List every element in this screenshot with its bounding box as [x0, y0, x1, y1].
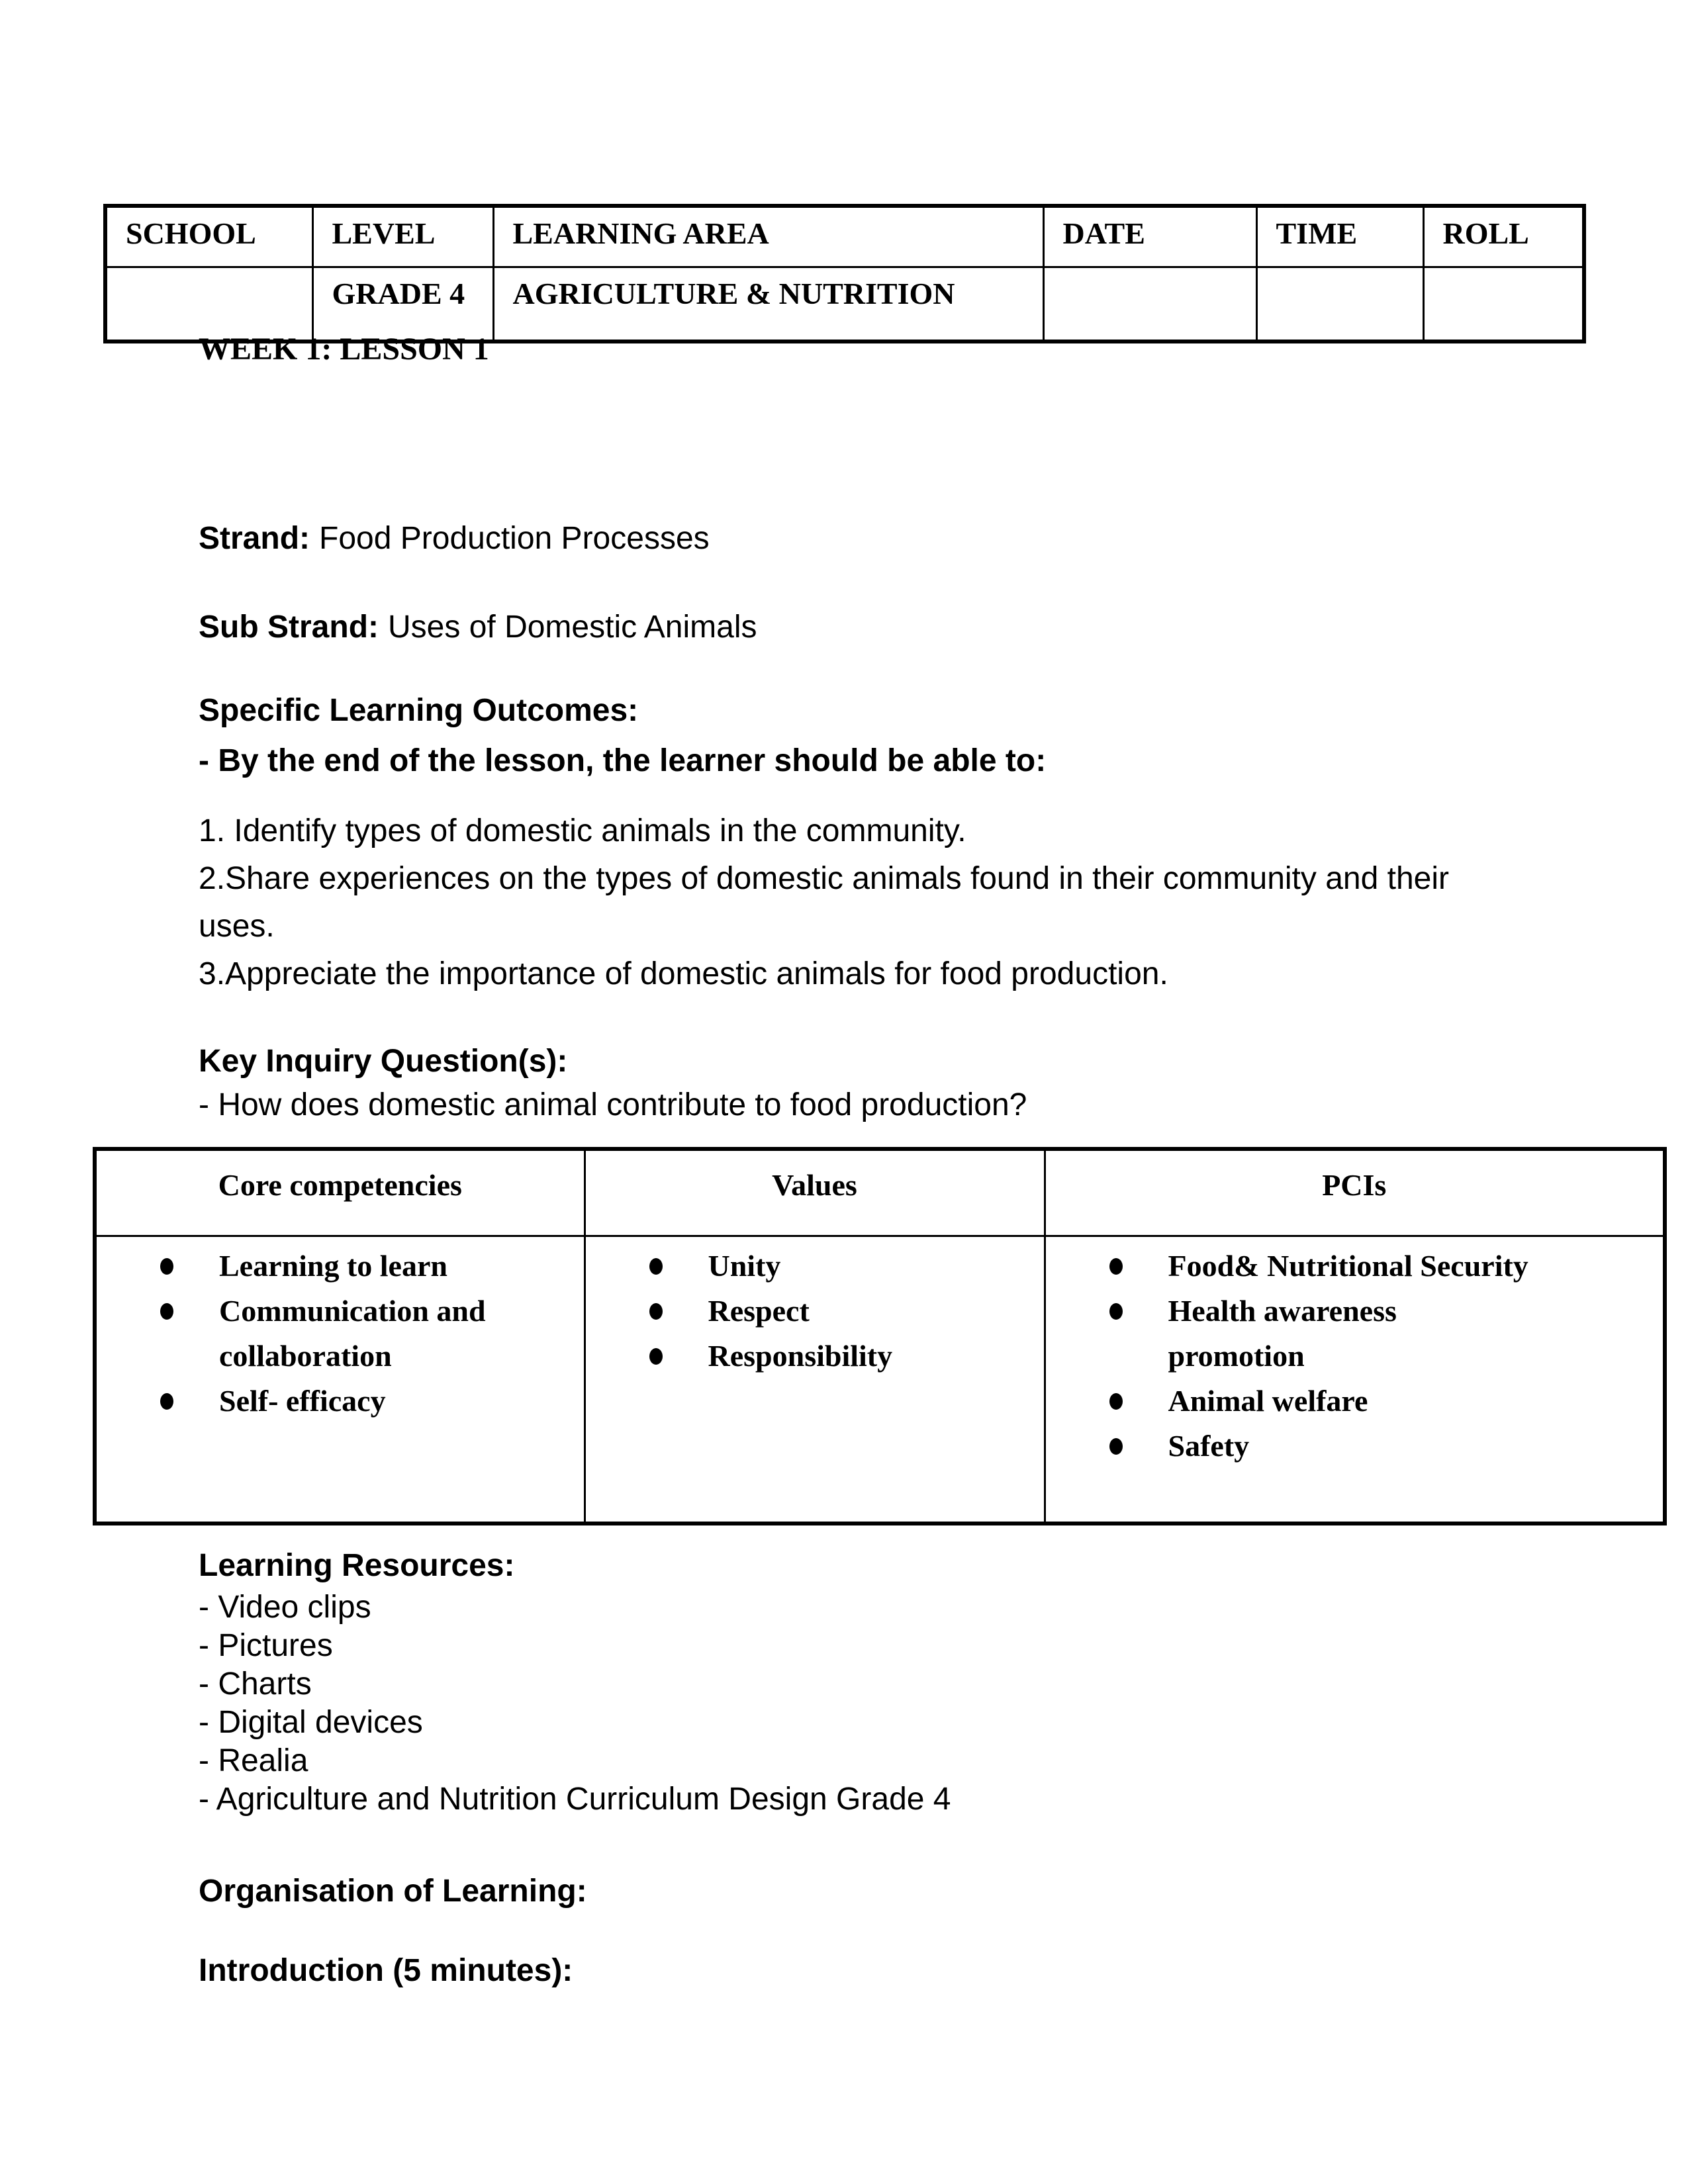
- info-header-date: DATE: [1043, 206, 1256, 267]
- outcomes-heading: Specific Learning Outcomes:: [199, 693, 639, 728]
- introduction-heading: Introduction (5 minutes):: [199, 1953, 573, 1988]
- info-header-school: SCHOOL: [105, 206, 312, 267]
- info-cell-date: [1043, 267, 1256, 342]
- sub-strand-line: [199, 609, 757, 646]
- resource-item: - Charts: [199, 1666, 312, 1702]
- info-header-roll: ROLL: [1423, 206, 1584, 267]
- info-header-time: TIME: [1256, 206, 1423, 267]
- sub-strand-value: Uses of Domestic Animals: [388, 610, 757, 645]
- core-competency-item: Self- efficacy: [97, 1379, 563, 1424]
- core-competencies-list: [97, 1244, 577, 1424]
- info-cell-learning-area: AGRICULTURE & NUTRITION: [493, 267, 1043, 342]
- resource-item: - Pictures: [199, 1628, 333, 1663]
- pci-item: Animal welfare: [1046, 1379, 1539, 1424]
- organisation-heading: Organisation of Learning:: [199, 1874, 587, 1909]
- resource-item: - Realia: [199, 1743, 308, 1778]
- competency-table-body-row: [95, 1236, 1665, 1524]
- resources-heading: Learning Resources:: [199, 1548, 515, 1583]
- info-table: [103, 204, 1586, 343]
- pcis-cell: [1045, 1236, 1665, 1524]
- competency-table: [93, 1147, 1667, 1525]
- info-cell-roll: [1423, 267, 1584, 342]
- sub-strand-label: Sub Strand:: [199, 610, 379, 645]
- outcome-item: 3.Appreciate the importance of domestic animals for food production.: [199, 956, 1168, 991]
- resource-item: - Digital devices: [199, 1705, 423, 1740]
- competency-table-header-row: [95, 1149, 1665, 1236]
- value-item: Unity: [586, 1244, 1037, 1289]
- core-competency-item: Learning to learn: [97, 1244, 563, 1289]
- resource-item: - Video clips: [199, 1590, 371, 1625]
- key-inquiry-heading: Key Inquiry Question(s):: [199, 1044, 568, 1079]
- key-inquiry-question: - How does domestic animal contribute to food production?: [199, 1087, 1027, 1122]
- pcis-list: [1046, 1244, 1657, 1469]
- strand-value: Food Production Processes: [319, 521, 710, 556]
- values-cell: [585, 1236, 1045, 1524]
- competency-header-pcis: PCIs: [1045, 1149, 1665, 1236]
- competency-header-values: Values: [585, 1149, 1045, 1236]
- outcomes-intro: - By the end of the lesson, the learner should be able to:: [199, 743, 1047, 778]
- values-list: [586, 1244, 1037, 1379]
- strand-line: [199, 520, 710, 557]
- info-table-header-row: [105, 206, 1584, 267]
- resources-list: [199, 1588, 951, 1819]
- outcome-item: 2.Share experiences on the types of domestic animals found in their community and their uses.: [199, 861, 1450, 944]
- pci-item: Safety: [1046, 1424, 1539, 1469]
- pci-item: Food& Nutritional Security: [1046, 1244, 1539, 1289]
- pci-item: Health awareness promotion: [1046, 1289, 1539, 1379]
- core-competency-item: Communication and collaboration: [97, 1289, 563, 1379]
- value-item: Responsibility: [586, 1334, 1037, 1379]
- outcome-item: 1. Identify types of domestic animals in the community.: [199, 813, 966, 848]
- info-cell-level: GRADE 4: [312, 267, 493, 342]
- competency-header-core: Core competencies: [95, 1149, 585, 1236]
- outcomes-list: [199, 807, 1496, 998]
- strand-label: Strand:: [199, 521, 310, 556]
- info-header-learning-area: LEARNING AREA: [493, 206, 1043, 267]
- core-competencies-cell: [95, 1236, 585, 1524]
- week-lesson-heading: WEEK 1: LESSON 1: [199, 332, 489, 367]
- info-header-level: LEVEL: [312, 206, 493, 267]
- info-cell-time: [1256, 267, 1423, 342]
- resource-item: - Agriculture and Nutrition Curriculum Design Grade 4: [199, 1782, 951, 1817]
- value-item: Respect: [586, 1289, 1037, 1334]
